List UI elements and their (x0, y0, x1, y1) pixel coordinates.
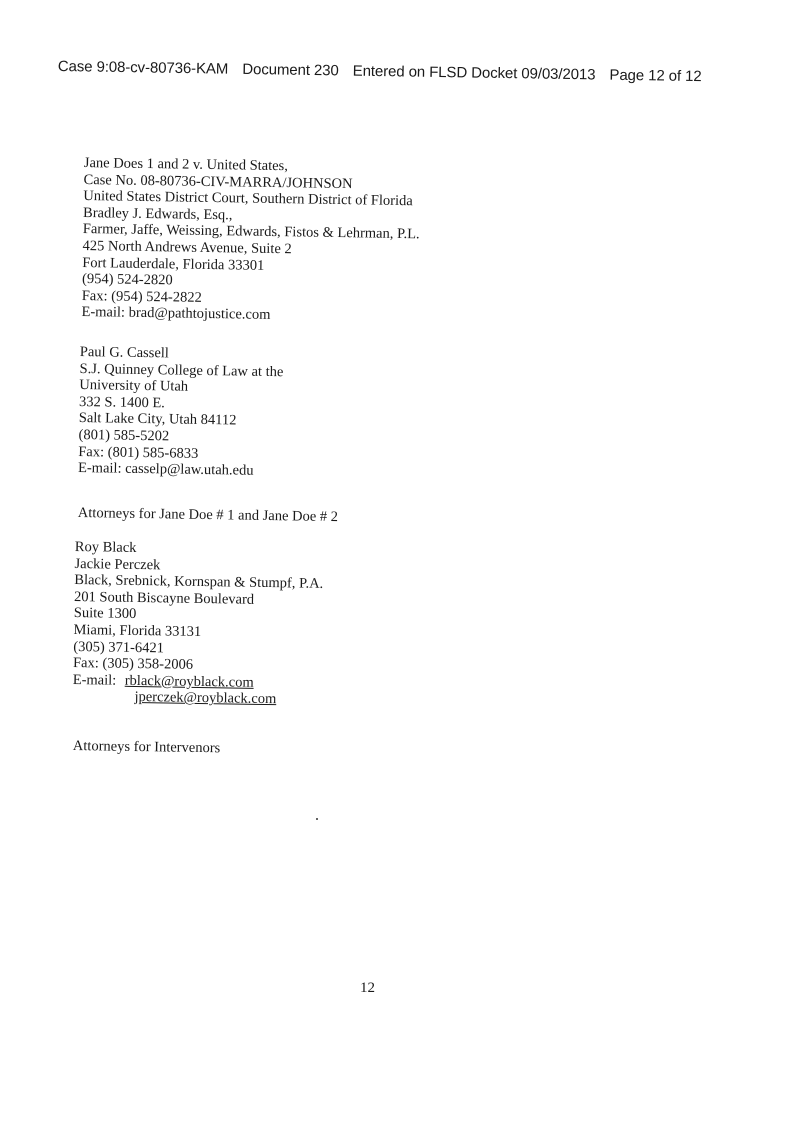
text-line: 425 North Andrews Avenue, Suite 2 (82, 237, 292, 258)
text-line: Fax: (801) 585-6833 (78, 443, 199, 462)
email-line: E-mail: casselp@law.utah.edu (77, 460, 254, 479)
text-line: (305) 371-6421 (73, 638, 165, 656)
email-link-rblack[interactable]: rblack@royblack.com (124, 672, 254, 691)
text-line: Roy Black (74, 539, 137, 556)
case-number: Case 9:08-cv-80736-KAM (57, 58, 229, 78)
text-line: Case No. 08-80736-CIV-MARRA/JOHNSON (83, 171, 353, 192)
text-line: Salt Lake City, Utah 84112 (78, 410, 237, 429)
role-line: Attorneys for Jane Doe # 1 and Jane Doe # 2 (77, 505, 339, 526)
email-label: E-mail: (72, 671, 117, 689)
email-link-jperczek[interactable]: jperczek@royblack.com (134, 689, 277, 708)
counsel-black-block (72, 539, 323, 709)
text-line: Black, Srebnick, Kornspan & Stumpf, P.A. (74, 572, 324, 593)
text-line: Fort Lauderdale, Florida 33301 (82, 254, 265, 274)
attorneys-for-does (78, 505, 338, 526)
text-line: United States District Court, Southern District of Florida (83, 188, 413, 210)
text-line: Jackie Perczek (74, 555, 161, 573)
counsel-edwards-block (81, 155, 420, 326)
email-row (72, 672, 321, 709)
page-number: 12 (360, 980, 375, 996)
text-line: Bradley J. Edwards, Esq., (82, 204, 233, 224)
scan-speck (316, 818, 318, 820)
page-indicator: Page 12 of 12 (609, 66, 702, 86)
text-line: (954) 524-2820 (81, 271, 173, 289)
attorneys-for-intervenors (73, 738, 221, 757)
text-line: 332 S. 1400 E. (78, 393, 166, 412)
text-line: (801) 585-5202 (78, 426, 170, 445)
counsel-cassell-block (78, 344, 284, 480)
text-line: Jane Does 1 and 2 v. United States, (83, 155, 289, 175)
text-line: Paul G. Cassell (79, 344, 170, 362)
text-line: Miami, Florida 33131 (73, 621, 202, 640)
docket-entry: Entered on FLSD Docket 09/03/2013 (352, 62, 596, 84)
text-line: 201 South Biscayne Boulevard (73, 588, 255, 608)
email-line: E-mail: brad@pathtojustice.com (81, 304, 271, 324)
docket-header (58, 58, 738, 86)
text-line: Farmer, Jaffe, Weissing, Edwards, Fistos & Lehrman, P.L. (82, 221, 420, 243)
text-line: University of Utah (79, 377, 189, 395)
text-line: Suite 1300 (73, 605, 137, 623)
role-line: Attorneys for Intervenors (72, 738, 221, 757)
email-list (120, 672, 276, 708)
document-number: Document 230 (242, 60, 339, 80)
text-line: Fax: (305) 358-2006 (72, 655, 194, 674)
text-line: S.J. Quinney College of Law at the (79, 360, 284, 380)
text-line: Fax: (954) 524-2822 (81, 287, 202, 306)
